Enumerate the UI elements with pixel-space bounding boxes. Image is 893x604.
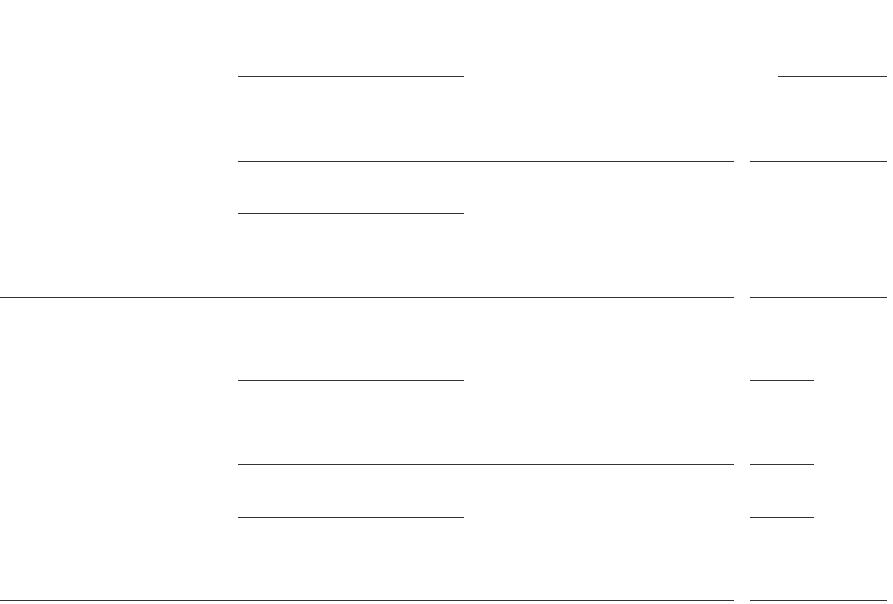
row-divider [750,464,814,465]
crop-factor-cell [750,0,814,77]
row-divider [238,464,734,465]
output-format-cell [512,0,738,162]
bitrate-cell [370,0,442,77]
codec-cell [238,214,348,298]
magnification-cell [814,0,886,77]
codec-cell [238,518,348,601]
bit-depth-cell [464,0,512,162]
format-cell [0,0,88,298]
output-format-cell [512,299,738,465]
row-divider [238,76,464,77]
frame-rate-cell [160,0,222,298]
resolution-cell [88,299,143,601]
row-divider [750,380,814,381]
bitrate-cell [370,518,442,601]
row-divider [750,161,887,162]
codec-cell [238,0,348,77]
format-cell [0,299,88,601]
bitrate-cell [370,465,442,518]
codec-cell [238,77,348,162]
output-format-cell [512,465,738,601]
bit-depth-cell [464,162,512,298]
crop-factor-cell [750,162,814,214]
section-divider [750,297,887,298]
crop-factor-cell [750,214,814,298]
bitrate-cell [370,299,442,381]
codec-cell [238,162,348,214]
resolution-cell [88,0,143,298]
bitrate-cell [370,162,442,214]
crop-factor-cell [750,381,814,465]
crop-factor-cell [750,465,814,518]
crop-factor-cell [750,77,814,162]
bit-depth-cell [464,465,512,601]
bitrate-cell [370,381,442,465]
crop-factor-cell [750,299,814,381]
table-bottom-rule [750,600,887,601]
bit-depth-cell [464,299,512,465]
frame-rate-cell [160,299,222,601]
row-divider [238,161,734,162]
section-divider [0,297,734,298]
magnification-cell [814,77,886,162]
magnification-cell [814,214,886,298]
output-format-cell [512,162,738,298]
codec-cell [238,381,348,465]
row-divider [750,517,814,518]
magnification-cell [814,299,886,601]
bitrate-cell [370,214,442,298]
bitrate-cell [370,77,442,162]
codec-cell [238,465,348,518]
row-divider [778,76,887,77]
crop-factor-cell [750,518,814,601]
magnification-cell [814,162,886,214]
row-divider [238,380,464,381]
table-bottom-rule [0,600,734,601]
row-divider [238,213,464,214]
row-divider [238,517,464,518]
codec-cell [238,299,348,381]
